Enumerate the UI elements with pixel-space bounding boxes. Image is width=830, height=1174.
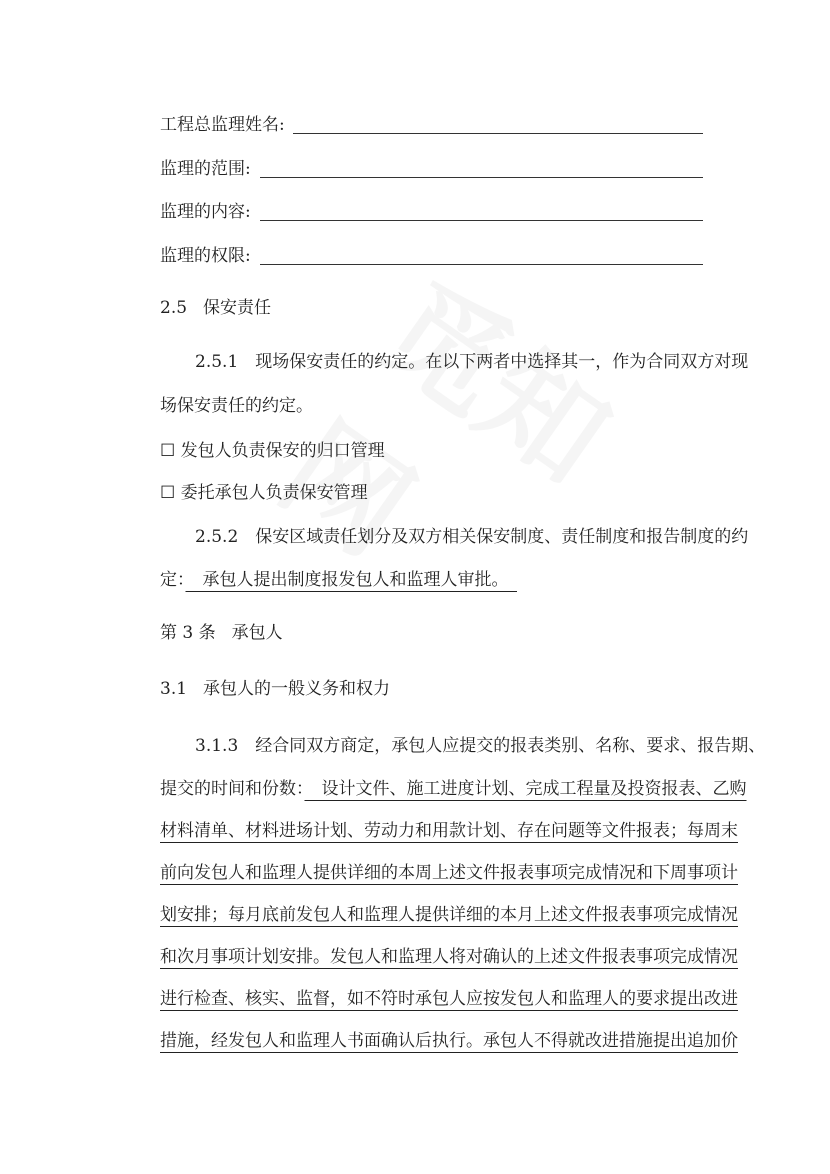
field-authority	[160, 244, 251, 268]
option-contractor-security[interactable]	[160, 481, 368, 505]
section-number: 3.1	[160, 679, 188, 699]
section-2-5-1-line: 场保安责任的约定。	[160, 396, 313, 416]
article-3-heading	[160, 621, 283, 645]
field-label: 监理的权限:	[160, 246, 251, 266]
section-3-1-3-line	[160, 777, 747, 801]
section-3-1-3-line: 材料清单、材料进场计划、劳动力和用款计划、存在问题等文件报表；每周末	[160, 821, 738, 841]
field-label: 工程总监理姓名:	[160, 115, 285, 135]
line-prefix: 定：	[160, 570, 186, 590]
section-title: 承包人的一般义务和权力	[203, 679, 391, 699]
section-3-1-3-line: 3.1.3 经合同双方商定，承包人应提交的报表类别、名称、要求、报告期、	[195, 736, 766, 756]
option-label: 委托承包人负责保安管理	[180, 483, 368, 503]
field-label: 监理的内容:	[160, 202, 251, 222]
section-title: 保安责任	[203, 298, 272, 318]
filled-answer: 设计文件、施工进度计划、完成工程量及投资报表、乙购	[304, 779, 747, 799]
section-3-1-3-line: 措施，经发包人和监理人书面确认后执行。承包人不得就改进措施提出追加价	[160, 1031, 738, 1051]
option-label: 发包人负责保安的归口管理	[180, 441, 385, 461]
content-blank[interactable]	[260, 220, 703, 221]
section-3-1-3-line: 和次月事项计划安排。发包人和监理人将对确认的上述文件报表事项完成情况	[160, 947, 738, 967]
section-3-1-3-line: 划安排；每月底前发包人和监理人提供详细的本月上述文件报表事项完成情况	[160, 905, 738, 925]
authority-blank[interactable]	[260, 264, 703, 265]
section-3-1-3-line: 前向发包人和监理人提供详细的本周上述文件报表事项完成情况和下周事项计	[160, 863, 738, 883]
checkbox-icon[interactable]: ☐	[160, 483, 176, 503]
chief-supervisor-name-blank[interactable]	[293, 133, 703, 134]
section-2-5-2-line: 2.5.2 保安区域责任划分及双方相关保安制度、责任制度和报告制度的约	[195, 527, 749, 547]
line-prefix: 提交的时间和份数：	[160, 779, 305, 799]
section-3-1-3-line: 进行检查、核实、监督，如不符时承包人应按发包人和监理人的要求提出改进	[160, 989, 738, 1009]
field-scope	[160, 157, 251, 181]
checkbox-icon[interactable]: ☐	[160, 441, 176, 461]
field-chief-supervisor-name	[160, 113, 285, 137]
section-2-5-2-line	[160, 568, 517, 592]
option-employer-security[interactable]	[160, 439, 385, 463]
filled-answer: 承包人提出制度报发包人和监理人审批。	[185, 570, 517, 590]
section-2-5-heading	[160, 296, 271, 320]
scope-blank[interactable]	[260, 177, 703, 178]
article-title: 承包人	[231, 623, 283, 643]
section-number: 2.5	[160, 298, 188, 318]
section-2-5-1-line: 2.5.1 现场保安责任的约定。在以下两者中选择其一，作为合同双方对现	[195, 352, 749, 372]
section-3-1-heading	[160, 677, 390, 701]
article-number: 第 3 条	[160, 623, 216, 643]
field-label: 监理的范围:	[160, 159, 251, 179]
field-content	[160, 200, 251, 224]
